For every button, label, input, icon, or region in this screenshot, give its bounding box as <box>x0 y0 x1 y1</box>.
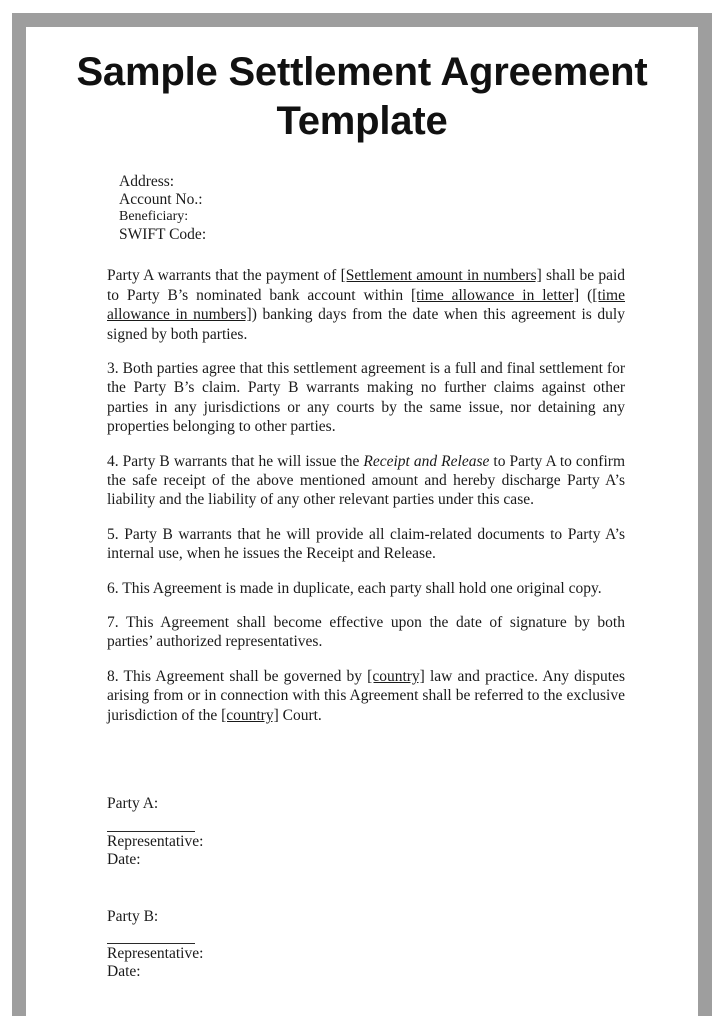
party-b-date-label: Date: <box>107 962 141 980</box>
document-page <box>26 48 698 1023</box>
party-b-label: Party B: <box>107 907 159 925</box>
swift-code-label: SWIFT Code: <box>119 225 207 243</box>
clause-payment <box>107 266 625 344</box>
party-a-date-label: Date: <box>107 850 141 868</box>
placeholder-time-allowance-numbers: [time allowance in numbers] <box>107 286 625 324</box>
clause-3: 3. Both parties agree that this settlement agreement is a full and final settlement for the Party B’s claim. Party B warrants making no further claims against other parties in any jurisdictions or any courts by the same issue, nor detaining any properties belonging to other parties. <box>107 360 625 436</box>
clause-6: 6. This Agreement is made in duplicate, each party shall hold one original copy. <box>107 579 602 597</box>
signature-block-party-a <box>107 794 625 868</box>
clause-8-text-1: 8. This Agreement shall be governed by <box>107 667 368 685</box>
clause-payment-text-1: Party A warrants that the payment of <box>107 267 341 285</box>
bank-details-block <box>119 173 698 243</box>
placeholder-country-2: [country] <box>221 706 279 724</box>
address-label: Address: <box>119 173 175 190</box>
clause-4 <box>107 452 625 510</box>
clause-4-text-2: to Party A to confirm the safe receipt of the above mentioned amount and hereby discharge Party A’s liability and the liability of any other relevant parties under this case. <box>107 452 625 509</box>
party-a-signature-line <box>107 831 195 832</box>
account-no-label: Account No.: <box>119 190 203 208</box>
clause-8-text-3: Court. <box>278 706 322 724</box>
party-a-label: Party A: <box>107 795 159 813</box>
party-a-representative-label: Representative: <box>107 832 204 850</box>
document-frame <box>12 13 712 1016</box>
clause-payment-text-2: shall be paid to Party B’s nominated bank account within <box>107 267 626 304</box>
clause-payment-text-4: ) banking days from the date when this agreement is duly signed by both parties. <box>107 306 625 343</box>
placeholder-time-allowance-letter: [time allowance in letter] <box>410 286 580 304</box>
placeholder-settlement-amount: [Settlement amount in numbers] <box>340 267 542 285</box>
clause-7: 7. This Agreement shall become effective upon the date of signature by both parties’ authorized representatives. <box>107 614 625 651</box>
clause-4-italic-receipt-and-release: Receipt and Release <box>363 452 490 470</box>
beneficiary-label: Beneficiary: <box>119 209 189 225</box>
clause-payment-text-3: ( <box>579 286 593 304</box>
placeholder-country-1: [country] <box>367 667 425 685</box>
clause-8 <box>107 667 625 725</box>
clauses-container <box>107 266 625 981</box>
party-b-signature-line <box>107 943 195 944</box>
clause-8-text-2: law and practice. Any disputes arising from or in connection with this Agreement shall be referred to the exclusive jurisdiction of the <box>107 667 625 724</box>
clause-4-text-1: 4. Party B warrants that he will issue the <box>107 452 364 470</box>
clause-5: 5. Party B warrants that he will provide all claim-related documents to Party A’s internal use, when he issues the Receipt and Release. <box>107 525 625 563</box>
signature-area <box>107 794 625 981</box>
signature-block-party-b <box>107 907 625 981</box>
page-title: Sample Settlement Agreement Template <box>76 50 648 143</box>
party-b-representative-label: Representative: <box>107 944 204 962</box>
